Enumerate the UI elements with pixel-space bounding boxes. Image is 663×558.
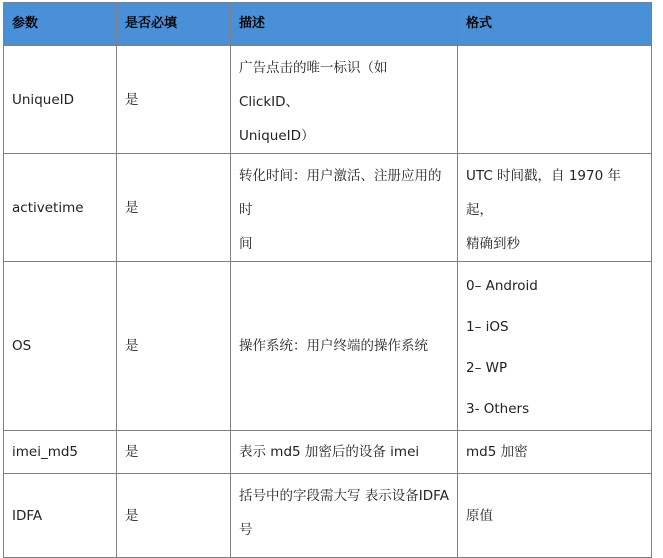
format-cell [458, 262, 652, 431]
format-line: UTC 时间戳，自 1970 年起， [466, 168, 621, 218]
format-line: 原值 [466, 507, 493, 524]
description-line: 操作系统：用户终端的操作系统 [239, 338, 428, 354]
description-line: 转化时间：用户激活、注册应用的时 [239, 168, 442, 218]
header-format: 格式 [458, 3, 652, 46]
param-name: activetime [4, 154, 117, 262]
description-cell [231, 474, 458, 558]
table-row [4, 262, 652, 431]
required-flag: 是 [117, 262, 231, 431]
table-row [4, 46, 652, 154]
description-line: 号 [239, 522, 253, 538]
format-line: 1– iOS [466, 319, 509, 335]
format-line: 3- Others [466, 401, 530, 417]
required-flag: 是 [117, 431, 231, 474]
param-name: imei_md5 [4, 431, 117, 474]
format-line: 0– Android [466, 278, 538, 294]
description-cell [231, 46, 458, 154]
table-row [4, 431, 652, 474]
description-cell [231, 431, 458, 474]
param-name: UniqueID [4, 46, 117, 154]
format-cell [458, 474, 652, 558]
description-line: UniqueID） [239, 128, 315, 144]
description-line: 表示 md5 加密后的设备 imei [239, 444, 420, 460]
required-flag: 是 [117, 46, 231, 154]
parameters-table [3, 2, 652, 558]
table-row [4, 154, 652, 262]
format-cell [458, 431, 652, 474]
param-name: OS [4, 262, 117, 431]
header-param: 参数 [4, 3, 117, 46]
table-row [4, 474, 652, 558]
description-cell [231, 154, 458, 262]
format-cell [458, 154, 652, 262]
description-line: 间 [239, 236, 253, 252]
table-header-row [4, 3, 652, 46]
description-cell [231, 262, 458, 431]
header-description: 描述 [231, 3, 458, 46]
param-name: IDFA [4, 474, 117, 558]
header-required: 是否必填 [117, 3, 231, 46]
description-line: 括号中的字段需大写 表示设备IDFA [239, 488, 449, 504]
format-line: 2– WP [466, 360, 508, 376]
required-flag: 是 [117, 474, 231, 558]
description-line: 广告点击的唯一标识（如 ClickID、 [239, 60, 388, 110]
format-line: md5 加密 [466, 444, 528, 460]
required-flag: 是 [117, 154, 231, 262]
format-line: 精确到秒 [466, 236, 520, 252]
format-cell [458, 46, 652, 154]
